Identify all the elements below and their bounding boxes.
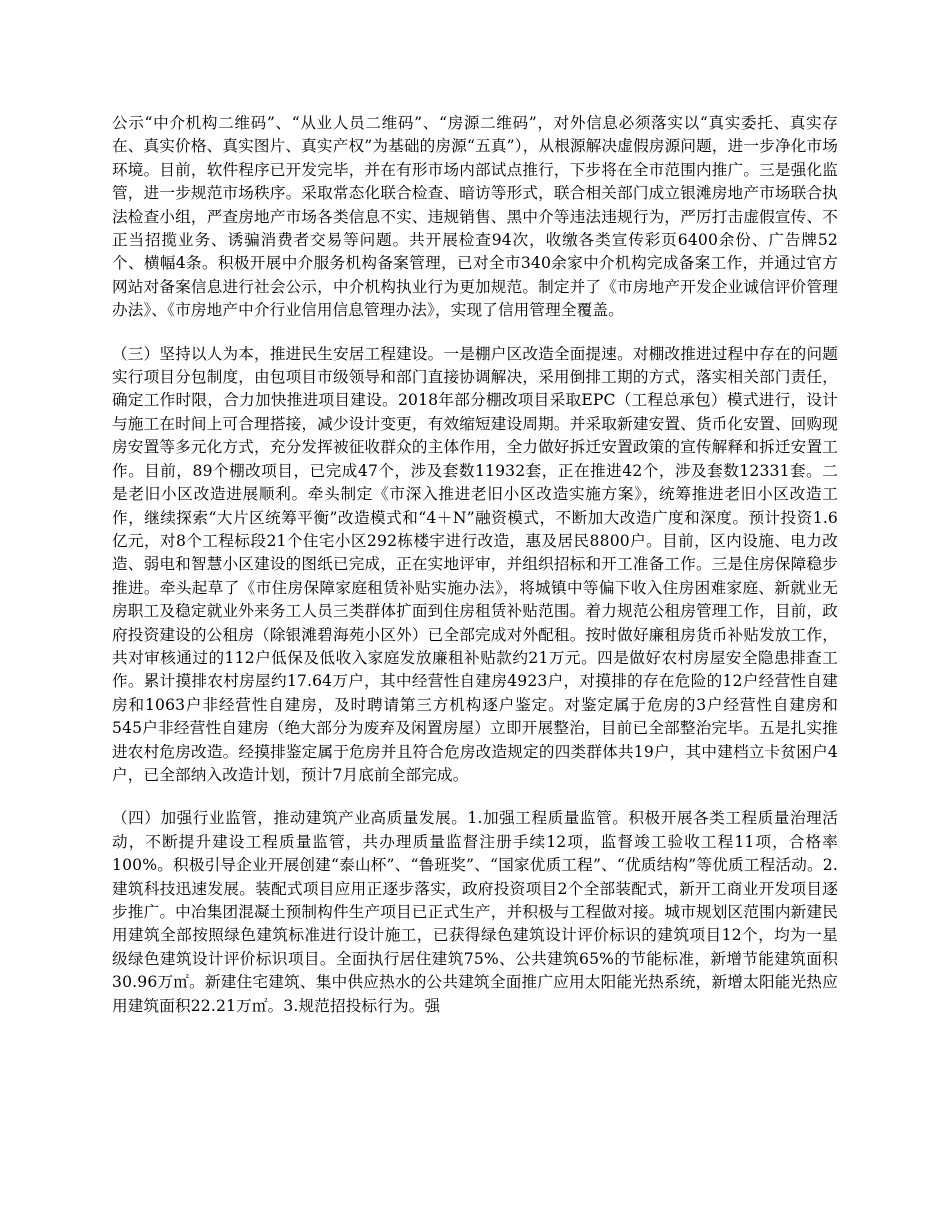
document-page xyxy=(112,112,838,1018)
paragraph-livelihood-housing: （三）坚持以人为本，推进民生安居工程建设。一是棚户区改造全面提速。对棚改推进过程中存在的问题实行项目分包制度，由包项目市级领导和部门直接协调解决，采用倒排工期的方式，落实相关部门责任，确定工作时限，合力加快推进项目建设。2018年部分棚改项目采取EPC（工程总承包）模式进行，设计与施工在时间上可合理搭接，减少设计变更，有效缩短建设周期。并采取新建安置、货币化安置、回购现房安置等多元化方式，充分发挥被征收群众的主体作用，全力做好拆迁安置政策的宣传解释和拆迁安置工作。目前，89个棚改项目，已完成47个，涉及套数11932套，正在推进42个，涉及套数12331套。二是老旧小区改造进展顺利。牵头制定《市深入推进老旧小区改造实施方案》，统筹推进老旧小区改造工作，继续探索“大片区统筹平衡”改造模式和“4＋N”融资模式，不断加大改造广度和深度。预计投资1.6亿元，对8个工程标段21个住宅小区292栋楼宇进行改造，惠及居民8800户。目前，区内设施、电力改造、弱电和智慧小区建设的图纸已完成，正在实地评审，并组织招标和开工准备工作。三是住房保障稳步推进。牵头起草了《市住房保障家庭租赁补贴实施办法》，将城镇中等偏下收入住房困难家庭、新就业无房职工及稳定就业外来务工人员三类群体扩面到住房租赁补贴范围。着力规范公租房管理工作，目前，政府投资建设的公租房（除银滩碧海苑小区外）已全部完成对外配租。按时做好廉租房货币补贴发放工作，共对审核通过的112户低保及低收入家庭发放廉租补贴款约21万元。四是做好农村房屋安全隐患排查工作。累计摸排农村房屋约17.64万户，其中经营性自建房4923户，对摸排的存在危险的12户经营性自建房和1063户非经营性自建房，及时聘请第三方机构逐户鉴定。对鉴定属于危房的3户经营性自建房和545户非经营性自建房（绝大部分为废弃及闲置房屋）立即开展整治，目前已全部整治完毕。五是扎实推进农村危房改造。经摸排鉴定属于危房并且符合危房改造规定的四类群体共19户，其中建档立卡贫困户4户，已全部纳入改造计划，预计7月底前全部完成。 xyxy=(112,344,838,784)
paragraph-market-regulation: 公示“中介机构二维码”、“从业人员二维码”、“房源二维码”，对外信息必须落实以“真实委托、真实存在、真实价格、真实图片、真实产权”为基础的房源“五真”），从根源解决虚假房源问题，进一步净化市场环境。目前，软件程序已开发完毕，并在有形市场内部试点推行，下步将在全市范围内推广。三是强化监管，进一步规范市场秩序。采取常态化联合检查、暗访等形式，联合相关部门成立银滩房地产市场联合执法检查小组，严查房地产市场各类信息不实、违规销售、黑中介等违法违规行为，严厉打击虚假宣传、不正当招揽业务、诱骗消费者交易等问题。共开展检查94次，收缴各类宣传彩页6400余份、广告牌52个、横幅4条。积极开展中介服务机构备案管理，已对全市340余家中介机构完成备案工作，并通过官方网站对备案信息进行社会公示，中介机构执业行为更加规范。制定并了《市房地产开发企业诚信评价管理办法》、《市房地产中介行业信用信息管理办法》，实现了信用管理全覆盖。 xyxy=(112,114,838,320)
paragraph-industry-supervision: （四）加强行业监管，推动建筑产业高质量发展。1.加强工程质量监管。积极开展各类工程质量治理活动，不断提升建设工程质量监管，共办理质量监督注册手续12项，监督竣工验收工程11项，合格率100%。积极引导企业开展创建“泰山杯”、“鲁班奖”、“国家优质工程”、“优质结构”等优质工程活动。2.建筑科技迅速发展。装配式项目应用正逐步落实，政府投资项目2个全部装配式，新开工商业开发项目逐步推广。中冶集团混凝土预制构件生产项目已正式生产，并积极与工程做对接。城市规划区范围内新建民用建筑全部按照绿色建筑标准进行设计施工，已获得绿色建筑设计评价标识的建筑项目12个，均为一星级绿色建筑设计评价标识项目。全面执行居住建筑75%、公共建筑65%的节能标准，新增节能建筑面积30.96万㎡。新建住宅建筑、集中供应热水的公共建筑全面推广应用太阳能光热系统，新增太阳能光热应用建筑面积22.21万㎡。3.规范招投标行为。强 xyxy=(112,809,838,1015)
